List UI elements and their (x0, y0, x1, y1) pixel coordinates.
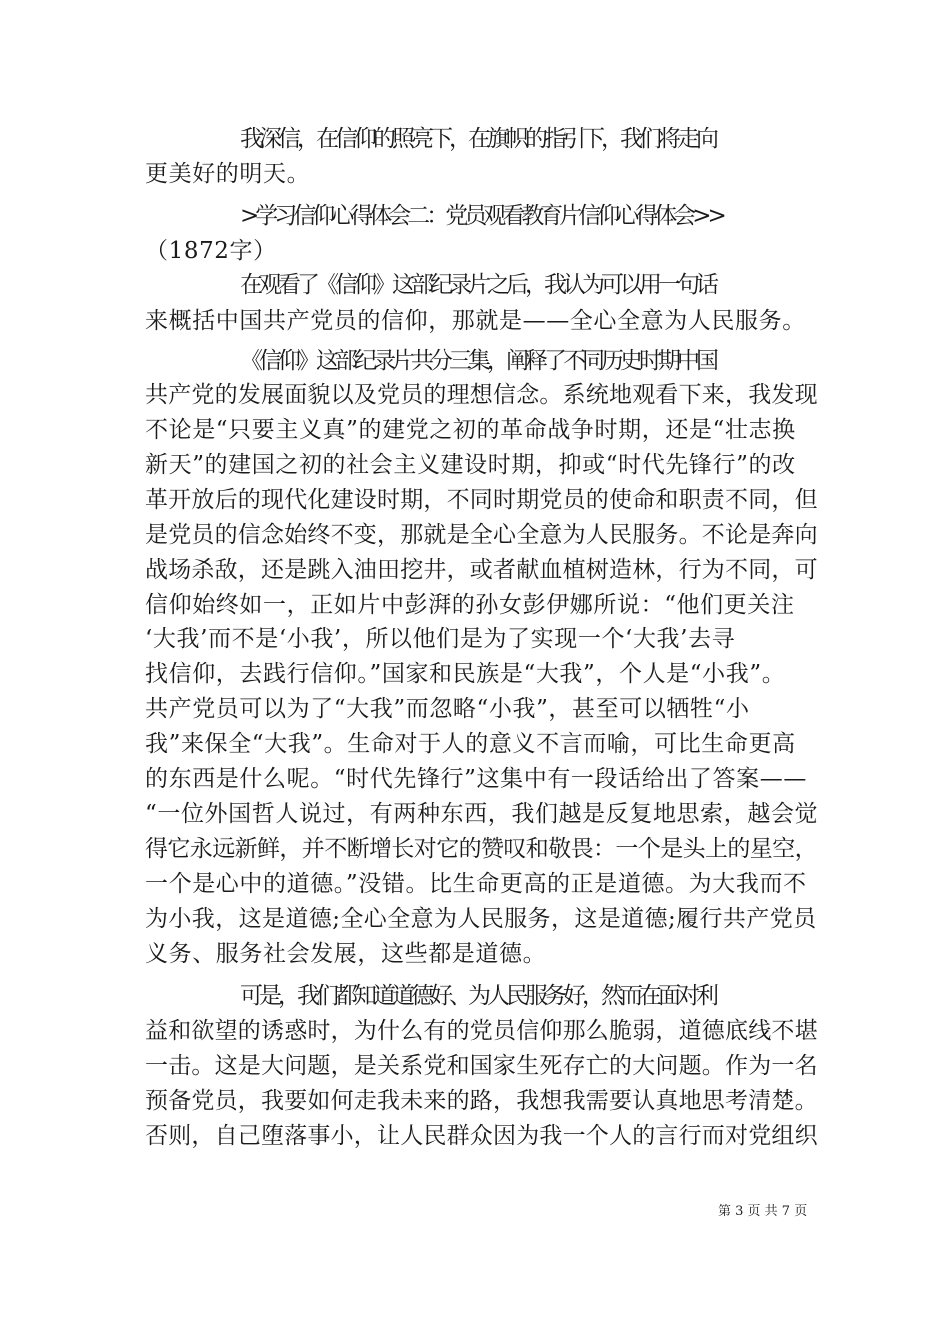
text-line: 战场杀敌，还是跳入油田挖井，或者献血植树造林，行为不同，可 (145, 557, 818, 583)
text-line: 《信仰》这部纪录片共分三集，阐释了不同历史时期中国 (240, 348, 715, 374)
text-line: 预备党员，我要如何走我未来的路，我想我需要认真地思考清楚。 (145, 1088, 818, 1114)
text-line: 信仰始终如一，正如片中彭湃的孙女彭伊娜所说：“他们更关注 (145, 592, 795, 618)
text-line: 我深信，在信仰的照亮下，在旗帜的指引下，我们将走向 (240, 126, 715, 152)
text-line: 可是，我们都知道道德好、为人民服务好，然而在面对利 (240, 983, 715, 1009)
text-line: 为小我，这是道德;全心全意为人民服务，这是道德;履行共产党员 (145, 906, 817, 932)
text-line: 一击。这是大问题，是关系党和国家生死存亡的大问题。作为一名 (145, 1053, 818, 1079)
text-line: 新天”的建国之初的社会主义建设时期，抑或“时代先锋行”的改 (145, 452, 796, 478)
text-line: 我”来保全“大我”。生命对于人的意义不言而喻，可比生命更高 (145, 731, 796, 757)
text-line: 共产党的发展面貌以及党员的理想信念。系统地观看下来，我发现 (145, 382, 818, 408)
text-line: 革开放后的现代化建设时期，不同时期党员的使命和职责不同，但 (145, 487, 818, 513)
text-line: 否则，自己堕落事小，让人民群众因为我一个人的言行而对党组织 (145, 1123, 818, 1149)
page-number: 第 3 页 共 7 页 (718, 1204, 808, 1219)
text-line: “一位外国哲人说过，有两种东西，我们越是反复地思索，越会觉 (145, 801, 819, 827)
section-heading: >学习信仰心得体会二：党员观看教育片信仰心得体会>> (240, 203, 723, 229)
text-line: 的东西是什么呢。“时代先锋行”这集中有一段话给出了答案—— (145, 766, 807, 792)
text-line: ‘大我’而不是‘小我’，所以他们是为了实现一个‘大我’去寻 (145, 626, 736, 652)
text-line: 共产党员可以为了“大我”而忽略“小我”，甚至可以牺牲“小 (145, 696, 750, 722)
text-line: 来概括中国共产党员的信仰，那就是——全心全意为人民服务。 (145, 308, 806, 334)
text-line: 找信仰，去践行信仰。”国家和民族是“大我”，个人是“小我”。 (145, 661, 786, 687)
text-line: 一个是心中的道德。”没错。比生命更高的正是道德。为大我而不 (145, 871, 807, 897)
text-line: 更美好的明天。 (145, 161, 311, 187)
text-line: 不论是“只要主义真”的建党之初的革命战争时期，还是“壮志换 (145, 417, 796, 443)
text-line: 益和欲望的诱惑时，为什么有的党员信仰那么脆弱，道德底线不堪 (145, 1018, 818, 1044)
word-count: （1872字） (145, 238, 277, 264)
text-line: 在观看了《信仰》这部纪录片之后，我认为可以用一句话 (240, 272, 715, 298)
text-line: 是党员的信念始终不变，那就是全心全意为人民服务。不论是奔向 (145, 522, 818, 548)
text-line: 义务、服务社会发展，这些都是道德。 (145, 941, 547, 967)
text-line: 得它永远新鲜，并不断增长对它的赞叹和敬畏：一个是头上的星空， (145, 836, 818, 862)
